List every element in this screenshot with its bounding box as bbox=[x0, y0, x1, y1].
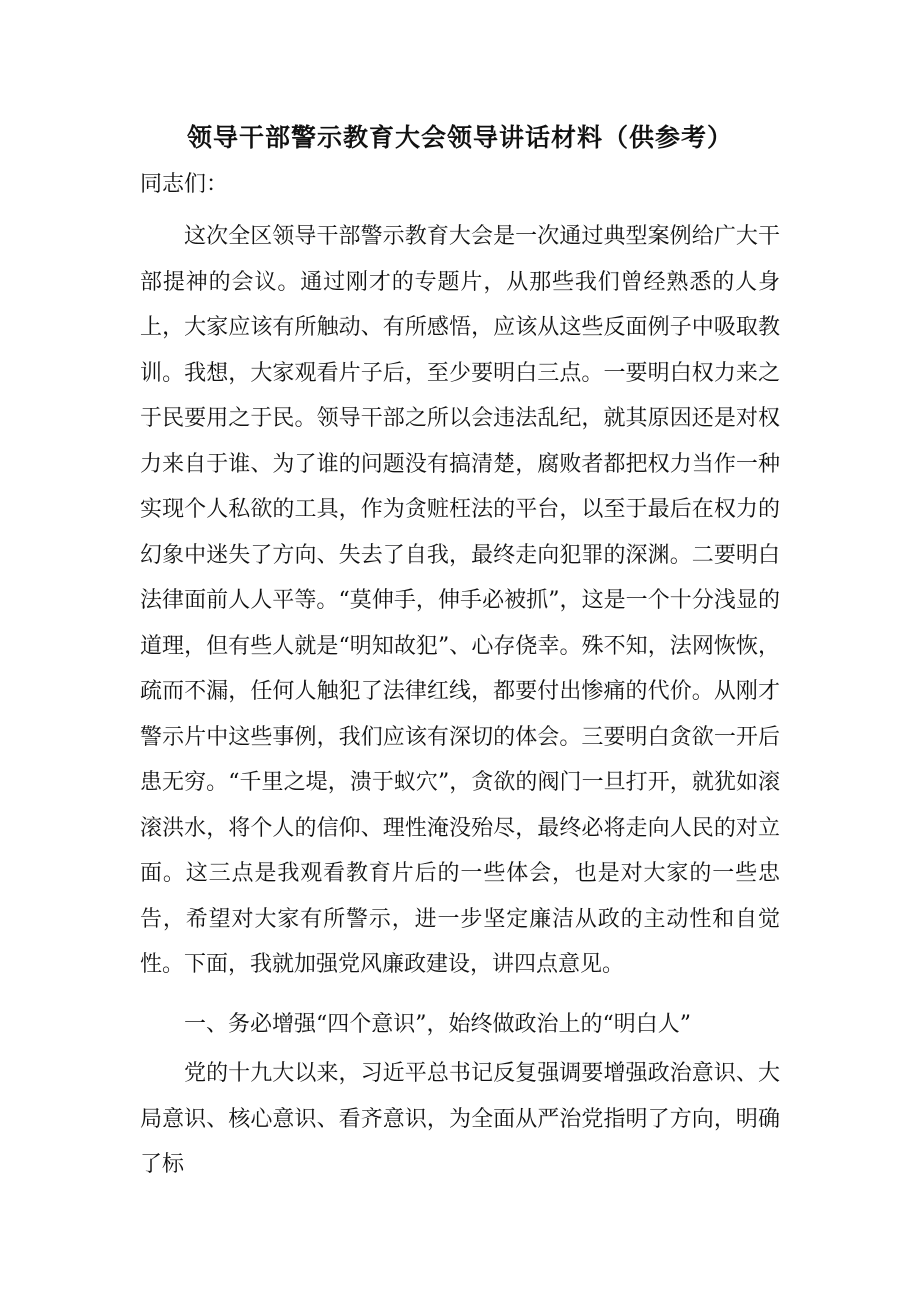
salutation: 同志们： bbox=[140, 172, 229, 197]
section-heading: 一、务必增强“四个意识”，始终做政治上的“明白人” bbox=[184, 1011, 691, 1037]
document-title: 领导干部警示教育大会领导讲话材料（供参考） bbox=[186, 123, 733, 152]
section-paragraph: 党的十九大以来，习近平总书记反复强调要增强政治意识、大局意识、核心意识、看齐意识，为全面从严治党指明了方向，明确了标 bbox=[140, 1061, 780, 1177]
document-body bbox=[140, 118, 780, 1188]
intro-paragraph: 这次全区领导干部警示教育大会是一次通过典型案例给广大干部提神的会议。通过刚才的专题片，从那些我们曾经熟悉的人身上，大家应该有所触动、有所感悟，应该从这些反面例子中吸取教训。我想，大家观看片子后，至少要明白三点。一要明白权力来之于民要用之于民。领导干部之所以会违法乱纪，就其原因还是对权力来自于谁、为了谁的问题没有搞清楚，腐败者都把权力当作一种实现个人私欲的工具，作为贪赃枉法的平台，以至于最后在权力的幻象中迷失了方向、失去了自我，最终走向犯罪的深渊。二要明白法律面前人人平等。“莫伸手，伸手必被抓”，这是一个十分浅显的道理，但有些人就是“明知故犯”、心存侥幸。殊不知，法网恢恢，疏而不漏，任何人触犯了法律红线，都要付出惨痛的代价。从刚才警示片中这些事例，我们应该有深切的体会。三要明白贪欲一开后患无穷。“千里之堤，溃于蚁穴”，贪欲的阀门一旦打开，就犹如滚滚洪水，将个人的信仰、理性淹没殆尽，最终必将走向人民的对立面。这三点是我观看教育片后的一些体会，也是对大家的一些忠告，希望对大家有所警示，进一步坚定廉洁从政的主动性和自觉性。下面，我就加强党风廉政建设，讲四点意见。 bbox=[140, 224, 780, 977]
